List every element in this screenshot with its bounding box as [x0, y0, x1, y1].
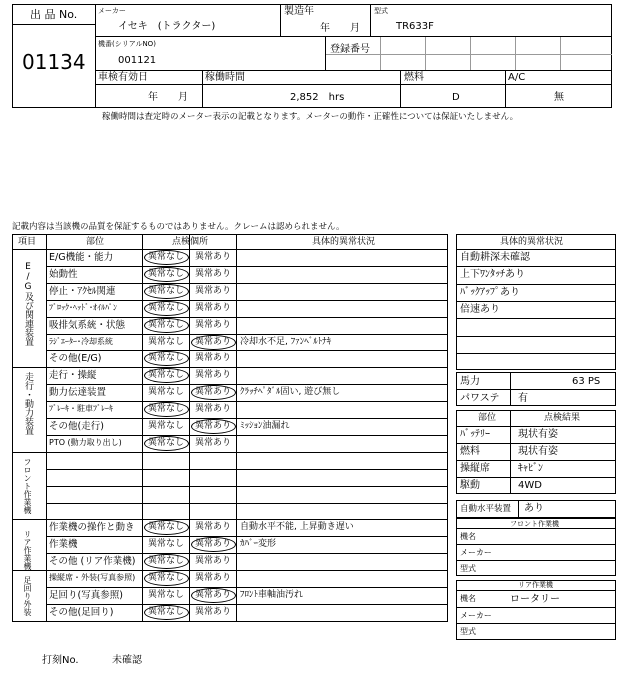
issue-item: ﾊﾞｯｸｱｯﾌﾟあり: [460, 287, 520, 298]
status-abnormal: 異常あり: [195, 556, 232, 566]
row-part: その他 (リア作業機): [49, 556, 136, 567]
check-result: 現状有姿: [518, 429, 558, 440]
row-detail: 冷却水不足, ﾌｧﾝﾍﾞﾙﾄﾅｷ: [240, 337, 332, 347]
selected-circle: [144, 402, 189, 417]
rear-name-value: ロータリー: [510, 594, 560, 605]
hours-value: 2,852 hrs: [290, 92, 345, 103]
row-detail: ｶﾊﾞｰ変形: [240, 539, 277, 549]
group-undercarriage: 足回り外装: [23, 576, 32, 616]
check-result: 4WD: [518, 480, 542, 491]
selected-circle: [191, 537, 236, 552]
implement-row-label: メーカー: [460, 548, 492, 557]
power-label: 馬力: [460, 376, 480, 387]
row-part: 走行・操縦: [49, 370, 97, 381]
status-normal: 異常なし: [148, 539, 185, 549]
year-unit: 年 月: [320, 23, 360, 34]
row-part: E/G機能・能力: [49, 252, 114, 263]
row-part: その他(足回り): [49, 607, 114, 618]
part-header: 部位: [478, 413, 497, 423]
status-abnormal: 異常あり: [195, 590, 232, 600]
issue-item: 自動耕深未確認: [460, 252, 530, 263]
row-part: その他(E/G): [49, 353, 102, 364]
status-normal: 異常なし: [148, 522, 185, 532]
engrave-label: 打刻No.: [42, 655, 79, 666]
pawasute-value: 有: [518, 393, 528, 404]
year-label: 製造年: [284, 6, 314, 17]
selected-circle: [191, 588, 236, 603]
status-abnormal: 異常あり: [195, 353, 232, 363]
status-normal: 異常なし: [148, 387, 185, 397]
check-result: ｷｬﾋﾞﾝ: [518, 463, 543, 474]
row-part: 停止・ｱｸｾﾙ関連: [49, 286, 116, 297]
status-abnormal: 異常あり: [195, 337, 232, 347]
row-part: ﾗｼﾞｴｰﾀｰ･冷却系統: [49, 337, 113, 346]
status-abnormal: 異常あり: [195, 269, 232, 279]
hours-note: 稼働時間は査定時のメーター表示の記載となります。メーターの動作・正確性については保証いたしません。: [102, 112, 519, 122]
col-item: 項目: [18, 237, 37, 247]
implement-row-label: メーカー: [460, 611, 492, 620]
inspect-label: 車検有効日: [98, 72, 148, 83]
status-normal: 異常なし: [148, 269, 185, 279]
row-part: 操縦席・外装(写真参照): [49, 573, 136, 582]
check-part: 操縦席: [460, 463, 490, 474]
status-normal: 異常なし: [148, 556, 185, 566]
row-part: ﾌﾞﾛｯｸ･ﾍｯﾄﾞ･ｵｲﾙﾊﾟﾝ: [49, 303, 117, 312]
status-abnormal: 異常あり: [195, 320, 232, 330]
front-title: フロント作業機: [510, 520, 559, 528]
selected-circle: [191, 335, 236, 350]
maker-value: イセキ (トラクター): [118, 21, 216, 32]
group-front: フロント作業機: [23, 458, 32, 514]
col-detail: 具体的異常状況: [312, 237, 376, 247]
selected-circle: [144, 318, 189, 333]
check-result: 現状有姿: [518, 446, 558, 457]
status-abnormal: 異常あり: [195, 404, 232, 414]
check-part: ﾊﾞｯﾃﾘｰ: [460, 429, 490, 440]
status-normal: 異常なし: [148, 421, 185, 431]
row-part: 始動性: [49, 269, 78, 280]
group-rear: リア作業機: [23, 530, 32, 570]
selected-circle: [144, 351, 189, 366]
selected-circle: [144, 284, 189, 299]
selected-circle: [144, 520, 189, 535]
issue-item: 倍速あり: [460, 304, 500, 315]
implement-row-label: 機名: [460, 532, 476, 541]
status-abnormal: 異常あり: [195, 607, 232, 617]
status-normal: 異常なし: [148, 286, 185, 296]
hours-label: 稼働時間: [205, 72, 245, 83]
status-normal: 異常なし: [148, 370, 185, 380]
status-normal: 異常なし: [148, 320, 185, 330]
inspect-unit: 年 月: [148, 92, 188, 103]
status-abnormal: 異常あり: [195, 421, 232, 431]
row-detail: ｸﾗｯﾁﾍﾟﾀﾞﾙ固い, 遊び無し: [240, 387, 341, 397]
power-value: 63 PS: [572, 376, 601, 387]
implement-row-label: 型式: [460, 627, 476, 636]
listing-no-label: 出 品 No.: [30, 8, 78, 21]
selected-circle: [191, 385, 236, 400]
listing-no-value: 01134: [22, 50, 86, 74]
quality-note: 記載内容は当該機の品質を保証するものではありません。クレームは認められません。: [12, 222, 345, 232]
fuel-label: 燃料: [404, 72, 424, 83]
auto-level-label: 自動水平装置: [460, 504, 512, 514]
selected-circle: [144, 571, 189, 586]
status-normal: 異常なし: [148, 590, 185, 600]
col-part: 部位: [86, 237, 105, 247]
selected-circle: [191, 419, 236, 434]
selected-circle: [144, 267, 189, 282]
row-detail: ﾐｯｼｮﾝ油漏れ: [240, 421, 290, 431]
status-normal: 異常なし: [148, 438, 185, 448]
rear-title: リア作業機: [518, 581, 553, 589]
status-normal: 異常なし: [148, 607, 185, 617]
status-abnormal: 異常あり: [195, 286, 232, 296]
serial-label: 機番(シリアルNO): [98, 40, 156, 48]
group-engine: E/G及び関連装置: [23, 262, 33, 346]
selected-circle: [144, 368, 189, 383]
auto-level-value: あり: [524, 503, 544, 514]
status-normal: 異常なし: [148, 573, 185, 583]
status-normal: 異常なし: [148, 252, 185, 262]
row-detail: 自動水平不能, 上昇動き遅い: [240, 522, 354, 532]
status-normal: 異常なし: [148, 404, 185, 414]
check-part: 駆動: [460, 480, 480, 491]
row-part: 吸排気系統・状態: [49, 320, 126, 331]
selected-circle: [144, 605, 189, 620]
row-part: その他(走行): [49, 421, 104, 432]
status-abnormal: 異常あり: [195, 438, 232, 448]
status-normal: 異常なし: [148, 353, 185, 363]
result-header: 点検結果: [544, 413, 581, 423]
issue-item: 上下ﾜﾝﾀｯﾁあり: [460, 269, 525, 280]
selected-circle: [144, 554, 189, 569]
maker-label: メーカー: [98, 7, 126, 15]
status-normal: 異常なし: [148, 337, 185, 347]
status-abnormal: 異常あり: [195, 387, 232, 397]
status-abnormal: 異常あり: [195, 370, 232, 380]
row-part: PTO (動力取り出し): [49, 438, 122, 447]
ac-value: 無: [554, 92, 564, 103]
fuel-value: D: [452, 92, 460, 103]
status-abnormal: 異常あり: [195, 539, 232, 549]
row-detail: ﾌﾛﾝﾄ車軸油汚れ: [240, 590, 304, 600]
status-abnormal: 異常あり: [195, 303, 232, 313]
implement-row-label: 型式: [460, 564, 476, 573]
issues-header: 具体的異常状況: [500, 237, 564, 247]
row-part: 作業機: [49, 539, 78, 550]
status-normal: 異常なし: [148, 303, 185, 313]
selected-circle: [144, 250, 189, 265]
status-abnormal: 異常あり: [195, 522, 232, 532]
engrave-value: 未確認: [112, 655, 142, 666]
serial-value: 001121: [118, 55, 157, 66]
status-abnormal: 異常あり: [195, 252, 232, 262]
rear-implement-panel: [456, 580, 616, 640]
check-part: 燃料: [460, 446, 480, 457]
col-check: 点検個所: [172, 237, 209, 247]
row-part: 作業機の操作と動き: [49, 522, 135, 533]
selected-circle: [144, 301, 189, 316]
ac-label: A/C: [508, 72, 526, 83]
model-label: 型式: [374, 7, 388, 15]
status-abnormal: 異常あり: [195, 573, 232, 583]
pawasute-label: パワステ: [460, 393, 500, 404]
row-part: 足回り(写真参照): [49, 590, 123, 601]
group-drive: 走行・動力装置: [23, 372, 33, 435]
model-value: TR633F: [396, 21, 434, 32]
row-part: 動力伝達装置: [49, 387, 107, 398]
selected-circle: [144, 436, 189, 451]
row-part: ﾌﾞﾚｰｷ・駐車ﾌﾞﾚｰｷ: [49, 404, 113, 413]
implement-row-label: 機名: [460, 594, 476, 603]
reg-label: 登録番号: [330, 44, 370, 55]
